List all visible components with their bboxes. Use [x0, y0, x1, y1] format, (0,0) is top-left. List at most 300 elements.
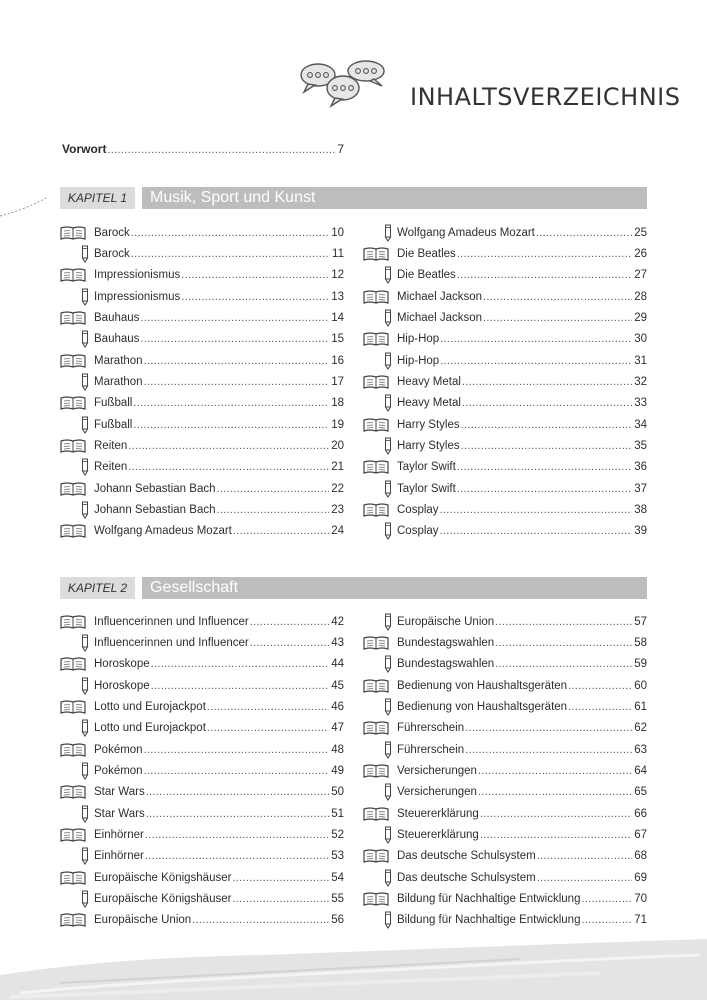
dot-leader [151, 680, 329, 692]
dot-leader [233, 525, 329, 537]
pencil-icon [60, 288, 94, 306]
toc-entry[interactable] [60, 350, 344, 371]
toc-entry-page-number: 66 [634, 807, 647, 820]
toc-entry[interactable] [60, 222, 344, 243]
dot-leader [581, 914, 632, 926]
chapter-2-left-column [60, 611, 344, 931]
book-icon [363, 634, 397, 652]
toc-entry-title: Star Wars [94, 807, 145, 820]
decorative-dashed-line [0, 196, 48, 218]
toc-entry-title: Hip-Hop [397, 354, 440, 367]
toc-entry-page-number: 34 [634, 418, 647, 431]
toc-entry-title: Harry Styles [397, 440, 460, 453]
dot-leader [461, 419, 632, 431]
toc-entry[interactable] [363, 867, 647, 888]
toc-entry-title: Impressionismus [94, 269, 181, 282]
pencil-icon [363, 394, 397, 412]
toc-entry-title: Pokémon [94, 743, 143, 756]
pencil-icon [60, 634, 94, 652]
toc-entry-title: Reiten [94, 461, 128, 474]
pencil-icon [363, 741, 397, 759]
chapter-2-right-column [363, 611, 647, 931]
toc-entry-title: Das deutsche Schulsystem [397, 850, 536, 863]
toc-entry-page-number: 23 [331, 504, 344, 517]
toc-entry[interactable] [363, 718, 647, 739]
toc-entry-page-number: 32 [634, 376, 647, 389]
toc-entry[interactable] [363, 760, 647, 781]
toc-entry[interactable] [60, 760, 344, 781]
toc-entry-page-number: 45 [331, 679, 344, 692]
dot-leader [145, 850, 329, 862]
toc-entry-page-number: 36 [634, 461, 647, 474]
toc-entry-page-number: 53 [331, 850, 344, 863]
toc-entry-title: Die Beatles [397, 269, 456, 282]
chapter-tag: KAPITEL 2 [60, 577, 135, 599]
toc-entry-title: Bauhaus [94, 333, 140, 346]
toc-entry-page-number: 44 [331, 658, 344, 671]
pencil-icon [60, 245, 94, 263]
toc-entry-page-number: 56 [331, 914, 344, 927]
toc-entry[interactable] [363, 393, 647, 414]
dot-leader [232, 893, 329, 905]
dot-leader [250, 637, 329, 649]
toc-entry-title: Steuererklärung [397, 807, 479, 820]
dot-leader [232, 872, 329, 884]
dot-leader [181, 291, 329, 303]
dot-leader [478, 786, 632, 798]
chapter-1-right-column [363, 222, 647, 542]
vorwort-label: Vorwort [62, 142, 107, 156]
toc-entry-title: Einhörner [94, 850, 144, 863]
dot-leader [131, 248, 329, 260]
toc-entry-title: Fußball [94, 397, 133, 410]
pencil-icon [363, 352, 397, 370]
toc-entry-title: Star Wars [94, 786, 145, 799]
toc-entry-page-number: 42 [331, 615, 344, 628]
toc-entry-title: Michael Jackson [397, 290, 483, 303]
toc-entry-page-number: 63 [634, 743, 647, 756]
pencil-icon [363, 783, 397, 801]
pencil-icon [363, 522, 397, 540]
book-icon [60, 480, 94, 498]
book-icon [363, 458, 397, 476]
decorative-brush-stroke [0, 935, 707, 1000]
pencil-icon [60, 501, 94, 519]
toc-entry-page-number: 31 [634, 354, 647, 367]
dot-leader [568, 680, 632, 692]
toc-entry-page-number: 47 [331, 722, 344, 735]
pencil-icon [363, 869, 397, 887]
toc-entry-title: Marathon [94, 376, 143, 389]
dot-leader [465, 722, 632, 734]
pencil-icon [363, 613, 397, 631]
dot-leader [440, 525, 632, 537]
book-icon [60, 437, 94, 455]
book-icon [363, 501, 397, 519]
dot-leader [128, 461, 329, 473]
chapter-1-header [60, 187, 647, 211]
toc-entry-page-number: 58 [634, 637, 647, 650]
toc-entry-page-number: 39 [634, 525, 647, 538]
book-icon [363, 890, 397, 908]
toc-entry-title: Johann Sebastian Bach [94, 482, 216, 495]
dot-leader [495, 658, 632, 670]
toc-entry[interactable] [363, 888, 647, 909]
toc-entry-page-number: 26 [634, 248, 647, 261]
toc-entry-title: Taylor Swift [397, 461, 456, 474]
toc-entry-title: Influencerinnen und Influencer [94, 637, 249, 650]
toc-entry-title: Heavy Metal [397, 397, 461, 410]
toc-entry[interactable] [60, 696, 344, 717]
dot-leader [457, 248, 632, 260]
pencil-icon [363, 911, 397, 929]
toc-entry-page-number: 33 [634, 397, 647, 410]
toc-entry-title: Taylor Swift [397, 482, 456, 495]
toc-entry-title: Wolfgang Amadeus Mozart [397, 226, 535, 239]
toc-entry[interactable] [60, 329, 344, 350]
book-icon [60, 741, 94, 759]
toc-entry[interactable] [60, 307, 344, 328]
toc-entry[interactable] [60, 824, 344, 845]
toc-entry-title: Europäische Union [94, 914, 192, 927]
pencil-icon [60, 458, 94, 476]
toc-entry-title: Harry Styles [397, 418, 460, 431]
dot-leader [465, 744, 632, 756]
dot-leader [536, 227, 632, 239]
dot-leader [440, 355, 632, 367]
toc-entry-title: Pokémon [94, 765, 143, 778]
toc-entry[interactable] [60, 632, 344, 653]
toc-entry-page-number: 69 [634, 871, 647, 884]
toc-entry-title: Bedienung von Haushaltsgeräten [397, 701, 568, 714]
dot-leader [216, 504, 329, 516]
dot-leader [440, 504, 632, 516]
toc-entry-page-number: 14 [331, 312, 344, 325]
pencil-icon [60, 847, 94, 865]
dot-leader [107, 144, 336, 156]
toc-entry[interactable] [363, 696, 647, 717]
dot-leader [146, 786, 329, 798]
toc-entry[interactable] [363, 782, 647, 803]
dot-leader [144, 376, 329, 388]
toc-entry-title: Bedienung von Haushaltsgeräten [397, 679, 568, 692]
toc-entry-title: Barock [94, 226, 130, 239]
toc-entry-page-number: 38 [634, 504, 647, 517]
toc-entry-page-number: 64 [634, 765, 647, 778]
dot-leader [207, 722, 329, 734]
toc-entry-page-number: 43 [331, 637, 344, 650]
toc-entry[interactable] [363, 675, 647, 696]
toc-entry-title: Lotto und Eurojackpot [94, 722, 206, 735]
book-icon [60, 783, 94, 801]
chapter-tag: KAPITEL 1 [60, 187, 135, 209]
toc-entry[interactable] [363, 265, 647, 286]
toc-entry-page-number: 50 [331, 786, 344, 799]
toc-entry-page-number: 65 [634, 786, 647, 799]
book-icon [363, 719, 397, 737]
toc-entry-title: Influencerinnen und Influencer [94, 615, 249, 628]
toc-entry[interactable] [363, 243, 647, 264]
dot-leader [128, 440, 329, 452]
book-icon [60, 698, 94, 716]
toc-entry[interactable] [60, 435, 344, 456]
dot-leader [461, 440, 632, 452]
toc-entry-page-number: 27 [634, 269, 647, 282]
dot-leader [478, 765, 632, 777]
toc-entry-title: Horoskope [94, 679, 150, 692]
dot-leader [480, 829, 632, 841]
toc-entry-title: Hip-Hop [397, 333, 440, 346]
toc-entry-page-number: 37 [634, 482, 647, 495]
dot-leader [480, 808, 632, 820]
pencil-icon [60, 416, 94, 434]
dot-leader [457, 461, 632, 473]
toc-entry[interactable] [363, 350, 647, 371]
toc-entry-page-number: 68 [634, 850, 647, 863]
pencil-icon [363, 480, 397, 498]
pencil-icon [60, 762, 94, 780]
toc-entry-title: Horoskope [94, 658, 150, 671]
toc-entry-page-number: 17 [331, 376, 344, 389]
toc-entry[interactable] [363, 739, 647, 760]
pencil-icon [363, 437, 397, 455]
toc-entry[interactable] [363, 435, 647, 456]
toc-entry[interactable] [363, 910, 647, 931]
toc-entry[interactable] [60, 782, 344, 803]
toc-entry-page-number: 71 [634, 914, 647, 927]
toc-entry-page-number: 70 [634, 893, 647, 906]
toc-entry[interactable] [60, 718, 344, 739]
dot-leader [483, 291, 632, 303]
dot-leader [140, 312, 329, 324]
page-title: INHALTSVERZEICHNIS [410, 83, 681, 111]
toc-entry-page-number: 24 [331, 525, 344, 538]
book-icon [363, 677, 397, 695]
toc-entry-title: Impressionismus [94, 290, 181, 303]
dot-leader [483, 312, 632, 324]
toc-entry[interactable] [60, 803, 344, 824]
toc-entry[interactable] [363, 803, 647, 824]
toc-entry[interactable] [60, 867, 344, 888]
toc-entry-title: Versicherungen [397, 786, 477, 799]
dot-leader [144, 355, 329, 367]
dot-leader [131, 227, 329, 239]
pencil-icon [363, 266, 397, 284]
pencil-icon [363, 655, 397, 673]
book-icon [363, 373, 397, 391]
toc-entry[interactable] [363, 611, 647, 632]
dot-leader [207, 701, 329, 713]
toc-entry[interactable] [363, 414, 647, 435]
pencil-icon [60, 719, 94, 737]
toc-entry[interactable] [363, 329, 647, 350]
book-icon [363, 762, 397, 780]
toc-entry[interactable] [60, 675, 344, 696]
toc-entry[interactable] [60, 499, 344, 520]
toc-entry-page-number: 19 [331, 418, 344, 431]
toc-entry-page-number: 61 [634, 701, 647, 714]
toc-entry[interactable] [60, 265, 344, 286]
toc-entry-page-number: 51 [331, 807, 344, 820]
dot-leader [216, 483, 329, 495]
toc-entry-title: Fußball [94, 418, 133, 431]
toc-entry-title: Bildung für Nachhaltige Entwicklung [397, 914, 581, 927]
toc-entry-page-number: 35 [634, 440, 647, 453]
dot-leader [181, 269, 329, 281]
toc-entry-page-number: 46 [331, 701, 344, 714]
book-icon [363, 288, 397, 306]
pencil-icon [60, 890, 94, 908]
toc-entry[interactable] [60, 888, 344, 909]
book-icon [60, 911, 94, 929]
toc-entry[interactable] [60, 521, 344, 542]
dot-leader [457, 269, 632, 281]
toc-entry-title: Bildung für Nachhaltige Entwicklung [397, 893, 581, 906]
toc-entry-title: Führerschein [397, 743, 465, 756]
toc-entry-title: Barock [94, 248, 130, 261]
book-icon [60, 826, 94, 844]
pencil-icon [60, 330, 94, 348]
toc-entry-title: Europäische Union [397, 615, 495, 628]
dot-leader [144, 765, 329, 777]
toc-entry[interactable] [363, 654, 647, 675]
pencil-icon [60, 677, 94, 695]
dot-leader [537, 850, 632, 862]
toc-entry-page-number: 12 [331, 269, 344, 282]
toc-entry-title: Cosplay [397, 504, 439, 517]
dot-leader [133, 419, 329, 431]
toc-entry[interactable] [363, 499, 647, 520]
toc-entry-page-number: 30 [634, 333, 647, 346]
toc-entry[interactable] [363, 222, 647, 243]
toc-entry[interactable] [60, 611, 344, 632]
chapter-2-header [60, 577, 647, 601]
book-icon [60, 522, 94, 540]
toc-entry-page-number: 16 [331, 354, 344, 367]
toc-entry[interactable] [60, 371, 344, 392]
toc-entry[interactable] [60, 654, 344, 675]
toc-entry[interactable] [60, 846, 344, 867]
toc-entry-page-number: 49 [331, 765, 344, 778]
toc-entry-page-number: 60 [634, 679, 647, 692]
dot-leader [495, 637, 632, 649]
dot-leader [133, 397, 329, 409]
toc-entry[interactable] [60, 910, 344, 931]
dot-leader [146, 808, 329, 820]
toc-entry-page-number: 54 [331, 871, 344, 884]
pencil-icon [363, 309, 397, 327]
toc-entry[interactable] [363, 478, 647, 499]
book-icon [60, 655, 94, 673]
toc-entry[interactable] [363, 307, 647, 328]
toc-entry-title: Marathon [94, 354, 143, 367]
toc-entry-title: Lotto und Eurojackpot [94, 701, 206, 714]
toc-entry[interactable] [60, 243, 344, 264]
dot-leader [151, 658, 329, 670]
dot-leader [440, 333, 632, 345]
toc-entry[interactable] [363, 521, 647, 542]
toc-entry[interactable] [363, 371, 647, 392]
toc-entry-title: Bundestagswahlen [397, 637, 495, 650]
dot-leader [457, 483, 632, 495]
toc-entry[interactable] [363, 846, 647, 867]
toc-entry-page-number: 59 [634, 658, 647, 671]
toc-entry-page-number: 25 [634, 226, 647, 239]
pencil-icon [60, 805, 94, 823]
pencil-icon [363, 224, 397, 242]
dot-leader [462, 397, 632, 409]
dot-leader [144, 744, 329, 756]
toc-entry[interactable] [60, 414, 344, 435]
toc-entry-page-number: 48 [331, 743, 344, 756]
chapter-title: Gesellschaft [142, 577, 647, 599]
toc-entry[interactable] [363, 632, 647, 653]
toc-entry-page-number: 67 [634, 829, 647, 842]
toc-entry-page-number: 52 [331, 829, 344, 842]
chapter-1-left-column [60, 222, 344, 542]
toc-entry[interactable] [363, 824, 647, 845]
toc-entry-vorwort[interactable] [62, 142, 344, 156]
toc-entry-title: Michael Jackson [397, 312, 483, 325]
toc-entry-title: Johann Sebastian Bach [94, 504, 216, 517]
book-icon [363, 805, 397, 823]
toc-entry[interactable] [60, 393, 344, 414]
toc-entry-page-number: 57 [634, 615, 647, 628]
dot-leader [568, 701, 632, 713]
toc-entry-page-number: 18 [331, 397, 344, 410]
dot-leader [462, 376, 632, 388]
book-icon [363, 416, 397, 434]
toc-entry-title: Reiten [94, 440, 128, 453]
book-icon [60, 224, 94, 242]
toc-entry-title: Einhörner [94, 829, 144, 842]
toc-entry[interactable] [60, 739, 344, 760]
speech-bubbles-icon [298, 58, 390, 108]
dot-leader [140, 333, 329, 345]
toc-entry[interactable] [363, 457, 647, 478]
toc-entry[interactable] [60, 478, 344, 499]
dot-leader [192, 914, 329, 926]
toc-entry[interactable] [60, 286, 344, 307]
book-icon [60, 309, 94, 327]
toc-entry-page-number: 62 [634, 722, 647, 735]
toc-entry-title: Bauhaus [94, 312, 140, 325]
book-icon [60, 266, 94, 284]
toc-entry-title: Wolfgang Amadeus Mozart [94, 525, 232, 538]
pencil-icon [363, 826, 397, 844]
toc-entry-title: Die Beatles [397, 248, 456, 261]
toc-entry-page-number: 13 [331, 290, 344, 303]
dot-leader [145, 829, 329, 841]
dot-leader [495, 616, 632, 628]
toc-entry-page-number: 22 [331, 482, 344, 495]
toc-entry-page-number: 15 [331, 333, 344, 346]
book-icon [363, 330, 397, 348]
toc-entry-title: Cosplay [397, 525, 439, 538]
toc-entry-title: Europäische Königshäuser [94, 871, 232, 884]
toc-entry-page-number: 20 [331, 440, 344, 453]
toc-entry[interactable] [363, 286, 647, 307]
toc-entry[interactable] [60, 457, 344, 478]
toc-entry-title: Versicherungen [397, 765, 477, 778]
toc-entry-title: Heavy Metal [397, 376, 461, 389]
toc-entry-page-number: 21 [331, 461, 344, 474]
book-icon [60, 613, 94, 631]
book-icon [363, 847, 397, 865]
toc-entry-page-number: 11 [332, 248, 344, 261]
toc-entry-page-number: 28 [634, 290, 647, 303]
toc-entry-page-number: 55 [331, 893, 344, 906]
